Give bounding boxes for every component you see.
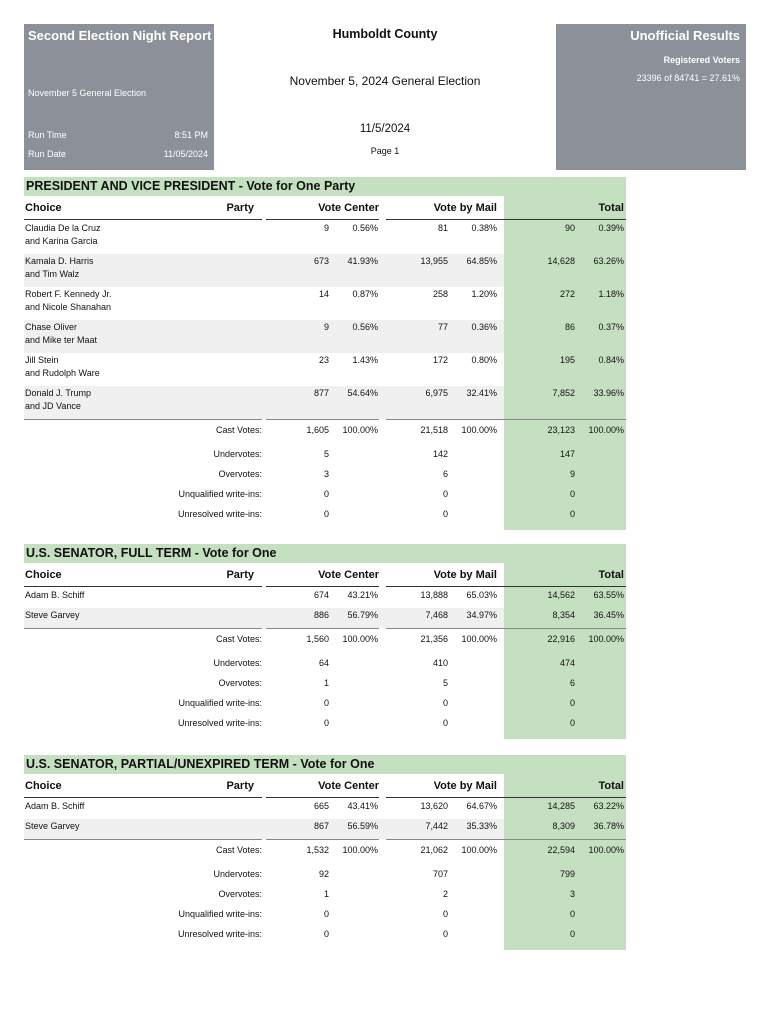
unofficial-results-title: Unofficial Results (630, 28, 740, 43)
stat-label: Unqualified write-ins: (178, 698, 262, 708)
vote-center-count: 665 (313, 801, 329, 811)
column-header-choice: Choice (25, 780, 62, 792)
cast-total-percent: 100.00% (588, 634, 624, 644)
vote-center-percent: 54.64% (347, 388, 378, 398)
stat-label: Undervotes: (213, 658, 262, 668)
vote-center-percent: 56.79% (347, 610, 378, 620)
vote-by-mail-count: 7,468 (425, 610, 448, 620)
stat-total: 0 (569, 509, 575, 519)
vote-center-percent: 0.56% (352, 322, 378, 332)
vote-by-mail-percent: 65.03% (466, 590, 497, 600)
vote-by-mail-count: 172 (432, 355, 448, 365)
vote-center-count: 877 (313, 388, 329, 398)
stat-total: 3 (569, 889, 575, 899)
total-percent: 63.55% (593, 590, 624, 600)
cast-vote-by-mail-count: 21,518 (420, 425, 448, 435)
vote-by-mail-percent: 0.38% (471, 223, 497, 233)
stat-total: 799 (559, 869, 575, 879)
column-header-vote-by-mail: Vote by Mail (433, 202, 497, 214)
column-header-vote-center: Vote Center (318, 569, 379, 581)
vote-by-mail-count: 13,955 (420, 256, 448, 266)
stat-total: 474 (559, 658, 575, 668)
header-rule (24, 797, 262, 798)
vote-by-mail-percent: 34.97% (466, 610, 497, 620)
stat-vote-center: 92 (318, 869, 329, 879)
candidate-name: Adam B. Schiff (25, 590, 85, 600)
cast-total-count: 22,594 (547, 845, 575, 855)
cast-rule (386, 628, 504, 629)
cast-total-percent: 100.00% (588, 425, 624, 435)
cast-total-percent: 100.00% (588, 845, 624, 855)
column-header-party: Party (226, 202, 254, 214)
candidate-name: Steve Garvey (25, 821, 80, 831)
registered-voters-value: 23396 of 84741 = 27.61% (636, 73, 740, 83)
stat-label: Undervotes: (213, 449, 262, 459)
total-percent: 0.84% (598, 355, 624, 365)
cast-vote-center-count: 1,532 (306, 845, 329, 855)
vote-center-count: 23 (318, 355, 329, 365)
stat-vote-by-mail: 0 (442, 909, 448, 919)
contest-title: PRESIDENT AND VICE PRESIDENT - Vote for One Party (24, 177, 626, 196)
vote-center-count: 9 (323, 223, 329, 233)
candidate-name: Claudia De la Cruz (25, 223, 101, 233)
vote-center-count: 674 (313, 590, 329, 600)
cast-rule (266, 839, 379, 840)
running-mate-name: and Nicole Shanahan (25, 302, 112, 312)
vote-by-mail-percent: 35.33% (466, 821, 497, 831)
stat-vote-center: 0 (323, 909, 329, 919)
cast-rule (266, 419, 379, 420)
stat-total: 147 (559, 449, 575, 459)
stat-label: Unresolved write-ins: (177, 718, 262, 728)
total-percent: 1.18% (598, 289, 624, 299)
cast-total-count: 22,916 (547, 634, 575, 644)
total-count: 8,354 (552, 610, 575, 620)
column-header-party: Party (226, 780, 254, 792)
stat-total: 0 (569, 929, 575, 939)
header-rule (504, 586, 626, 587)
vote-center-count: 14 (318, 289, 329, 299)
cast-vote-center-percent: 100.00% (342, 425, 378, 435)
vote-center-count: 673 (313, 256, 329, 266)
vote-by-mail-count: 258 (432, 289, 448, 299)
run-time-value: 8:51 PM (174, 130, 208, 140)
cast-vote-center-count: 1,605 (306, 425, 329, 435)
vote-center-percent: 56.59% (347, 821, 378, 831)
stat-label: Overvotes: (218, 469, 262, 479)
stat-total: 0 (569, 718, 575, 728)
stat-label: Overvotes: (218, 678, 262, 688)
vote-by-mail-percent: 0.36% (471, 322, 497, 332)
stat-label: Unqualified write-ins: (178, 909, 262, 919)
header-rule (386, 219, 504, 220)
total-count: 90 (564, 223, 575, 233)
cast-vote-center-percent: 100.00% (342, 845, 378, 855)
vote-center-count: 9 (323, 322, 329, 332)
cast-rule (386, 419, 504, 420)
stat-total: 0 (569, 489, 575, 499)
total-count: 7,852 (552, 388, 575, 398)
stat-label: Overvotes: (218, 889, 262, 899)
contest-title: U.S. SENATOR, FULL TERM - Vote for One (24, 544, 626, 563)
total-count: 272 (559, 289, 575, 299)
vote-center-percent: 43.41% (347, 801, 378, 811)
vote-by-mail-count: 13,888 (420, 590, 448, 600)
column-header-vote-by-mail: Vote by Mail (433, 569, 497, 581)
candidate-name: Chase Oliver (25, 322, 78, 332)
candidate-name: Jill Stein (25, 355, 59, 365)
cast-votes-label: Cast Votes: (215, 425, 262, 435)
column-header-total: Total (598, 569, 624, 581)
total-percent: 36.45% (593, 610, 624, 620)
stat-total: 9 (569, 469, 575, 479)
stat-label: Unqualified write-ins: (178, 489, 262, 499)
stat-vote-by-mail: 0 (442, 509, 448, 519)
stat-vote-by-mail: 0 (442, 929, 448, 939)
total-count: 14,628 (547, 256, 575, 266)
vote-by-mail-count: 77 (437, 322, 448, 332)
vote-by-mail-percent: 32.41% (466, 388, 497, 398)
vote-by-mail-percent: 1.20% (471, 289, 497, 299)
stat-vote-by-mail: 0 (442, 698, 448, 708)
county-title: Humboldt County (332, 27, 438, 41)
header-rule (24, 586, 262, 587)
vote-by-mail-count: 6,975 (425, 388, 448, 398)
vote-center-count: 886 (313, 610, 329, 620)
cast-vote-by-mail-percent: 100.00% (461, 845, 497, 855)
stat-vote-by-mail: 142 (432, 449, 448, 459)
stat-vote-by-mail: 707 (432, 869, 448, 879)
column-header-vote-center: Vote Center (318, 780, 379, 792)
election-title: November 5, 2024 General Election (289, 74, 481, 88)
stat-label: Unresolved write-ins: (177, 929, 262, 939)
header-rule (266, 219, 379, 220)
total-percent: 36.78% (593, 821, 624, 831)
total-percent: 63.22% (593, 801, 624, 811)
stat-vote-center: 1 (323, 889, 329, 899)
vote-by-mail-count: 81 (437, 223, 448, 233)
column-header-choice: Choice (25, 202, 62, 214)
cast-rule (504, 419, 626, 420)
stat-vote-by-mail: 5 (442, 678, 448, 688)
stat-vote-center: 0 (323, 489, 329, 499)
stat-vote-by-mail: 6 (442, 469, 448, 479)
stat-vote-center: 64 (318, 658, 329, 668)
vote-by-mail-count: 13,620 (420, 801, 448, 811)
vote-by-mail-percent: 64.85% (466, 256, 497, 266)
cast-vote-by-mail-count: 21,356 (420, 634, 448, 644)
run-date-row (28, 149, 208, 159)
candidate-name: Adam B. Schiff (25, 801, 85, 811)
vote-center-percent: 0.56% (352, 223, 378, 233)
total-percent: 33.96% (593, 388, 624, 398)
stat-vote-by-mail: 0 (442, 489, 448, 499)
report-info-box (24, 24, 214, 170)
running-mate-name: and Mike ter Maat (25, 335, 98, 345)
column-header-total: Total (598, 202, 624, 214)
stat-vote-by-mail: 2 (442, 889, 448, 899)
cast-rule (504, 628, 626, 629)
stat-vote-center: 5 (323, 449, 329, 459)
candidate-name: Donald J. Trump (25, 388, 92, 398)
column-header-vote-by-mail: Vote by Mail (433, 780, 497, 792)
stat-vote-center: 3 (323, 469, 329, 479)
registered-voters-label: Registered Voters (663, 55, 740, 65)
candidate-name: Kamala D. Harris (25, 256, 94, 266)
election-subtitle: November 5 General Election (28, 88, 147, 98)
report-date: 11/5/2024 (359, 123, 411, 135)
total-count: 195 (559, 355, 575, 365)
vote-by-mail-percent: 0.80% (471, 355, 497, 365)
vote-center-percent: 43.21% (347, 590, 378, 600)
results-info-box (556, 24, 746, 170)
cast-votes-label: Cast Votes: (215, 845, 262, 855)
page-number: Page 1 (370, 146, 400, 156)
stat-vote-center: 1 (323, 678, 329, 688)
header-rule (386, 586, 504, 587)
cast-rule (386, 839, 504, 840)
run-date-value: 11/05/2024 (163, 149, 208, 159)
header-rule (504, 219, 626, 220)
cast-rule (24, 839, 262, 840)
total-count: 14,562 (547, 590, 575, 600)
cast-rule (504, 839, 626, 840)
vote-center-percent: 1.43% (352, 355, 378, 365)
total-percent: 0.37% (598, 322, 624, 332)
stat-vote-center: 0 (323, 718, 329, 728)
cast-total-count: 23,123 (547, 425, 575, 435)
stat-total: 0 (569, 698, 575, 708)
vote-by-mail-count: 7,442 (425, 821, 448, 831)
run-time-label: Run Time (28, 130, 67, 140)
stat-label: Undervotes: (213, 869, 262, 879)
stat-total: 0 (569, 909, 575, 919)
running-mate-name: and Rudolph Ware (25, 368, 100, 378)
stat-vote-center: 0 (323, 509, 329, 519)
stat-vote-center: 0 (323, 929, 329, 939)
header-rule (386, 797, 504, 798)
header-rule (24, 219, 262, 220)
vote-by-mail-percent: 64.67% (466, 801, 497, 811)
column-header-vote-center: Vote Center (318, 202, 379, 214)
stat-vote-by-mail: 0 (442, 718, 448, 728)
candidate-name: Robert F. Kennedy Jr. (25, 289, 112, 299)
cast-vote-by-mail-count: 21,062 (420, 845, 448, 855)
stat-total: 6 (569, 678, 575, 688)
cast-vote-by-mail-percent: 100.00% (461, 425, 497, 435)
run-time-row (28, 130, 208, 140)
stat-vote-center: 0 (323, 698, 329, 708)
run-date-label: Run Date (28, 149, 67, 159)
header-rule (266, 586, 379, 587)
stat-vote-by-mail: 410 (432, 658, 448, 668)
vote-center-count: 867 (313, 821, 329, 831)
cast-rule (266, 628, 379, 629)
candidate-name: Steve Garvey (25, 610, 80, 620)
total-percent: 0.39% (598, 223, 624, 233)
vote-center-percent: 41.93% (347, 256, 378, 266)
report-title: Second Election Night Report (28, 28, 212, 43)
total-percent: 63.26% (593, 256, 624, 266)
cast-votes-label: Cast Votes: (215, 634, 262, 644)
header-rule (266, 797, 379, 798)
total-count: 8,309 (552, 821, 575, 831)
column-header-choice: Choice (25, 569, 62, 581)
cast-vote-center-count: 1,560 (306, 634, 329, 644)
contest-title: U.S. SENATOR, PARTIAL/UNEXPIRED TERM - Vote for One (24, 755, 626, 774)
cast-rule (24, 628, 262, 629)
stat-label: Unresolved write-ins: (177, 509, 262, 519)
vote-center-percent: 0.87% (352, 289, 378, 299)
running-mate-name: and Tim Walz (25, 269, 80, 279)
column-header-party: Party (226, 569, 254, 581)
cast-vote-by-mail-percent: 100.00% (461, 634, 497, 644)
running-mate-name: and JD Vance (25, 401, 81, 411)
column-header-total: Total (598, 780, 624, 792)
cast-rule (24, 419, 262, 420)
total-count: 86 (564, 322, 575, 332)
header-rule (504, 797, 626, 798)
cast-vote-center-percent: 100.00% (342, 634, 378, 644)
running-mate-name: and Karina Garcia (25, 236, 98, 246)
total-count: 14,285 (547, 801, 575, 811)
